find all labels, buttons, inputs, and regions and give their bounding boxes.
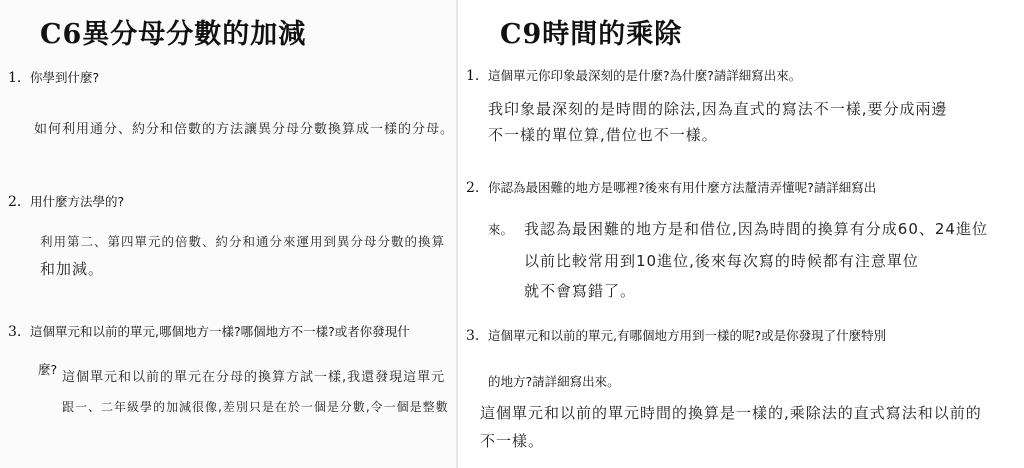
right-q3-text-line2: 的地方?請詳細寫出來。: [488, 374, 620, 389]
right-q1-answer-line2: 不一樣的單位算,借位也不一樣。: [488, 126, 718, 144]
left-q3-text: 這個單元和以前的單元,哪個地方一樣?哪個地方不一樣?或者你發現什: [30, 324, 410, 339]
right-q1-text: 這個單元你印象最深刻的是什麼?為什麼?請詳細寫出來。: [488, 68, 802, 83]
right-worksheet: [458, 0, 1024, 468]
left-q2-number: 2.: [8, 194, 22, 210]
left-q1: [8, 68, 99, 86]
left-q2-answer-line2: 和加減。: [40, 260, 105, 278]
right-q2: [466, 178, 876, 196]
right-q3: [466, 326, 886, 344]
right-q3-text: 這個單元和以前的單元,有哪個地方用到一樣的呢?或是你發現了什麼特別: [488, 328, 887, 343]
left-title: C6異分母分數的加減: [40, 19, 307, 50]
right-title: C9時間的乘除: [500, 19, 683, 50]
left-q2: [8, 192, 124, 210]
right-q2-answer-line2: 以前比較常用到10進位,後來每次寫的時候都有注意單位: [524, 252, 919, 270]
left-q3-number: 3.: [8, 324, 22, 340]
right-q2-text-line2: 來。: [488, 222, 514, 237]
left-q3-answer-line2: 跟一、二年級學的加減很像,差別只是在於一個是分數,令一個是整數: [62, 400, 449, 414]
right-q2-number: 2.: [466, 180, 480, 196]
left-q3-text-line2: 麼?: [38, 362, 58, 377]
right-q2-answer-line1: 我認為最困難的地方是和借位,因為時間的換算有分成60、24進位: [524, 220, 988, 238]
left-q2-answer-line1: 利用第二、第四單元的倍數、約分和通分來運用到異分母分數的換算: [40, 234, 446, 249]
left-q3: [8, 322, 410, 340]
right-q3-answer-line1: 這個單元和以前的單元時間的換算是一樣的,乘除法的直式寫法和以前的: [480, 404, 982, 422]
left-q1-text: 你學到什麼?: [30, 70, 100, 85]
right-q2-text: 你認為最困難的地方是哪裡?後來有用什麼方法釐清弄懂呢?請詳細寫出: [488, 180, 877, 195]
left-q1-answer-line1: 如何利用通分、約分和倍數的方法讓異分母分數換算成一樣的分母。: [34, 122, 455, 137]
right-q1: [466, 66, 801, 84]
right-q3-answer-line2: 不一樣。: [480, 432, 545, 450]
left-worksheet: [0, 0, 458, 468]
left-q3-answer-line1: 這個單元和以前的單元在分母的換算方試一樣,我還發現這單元: [62, 370, 446, 385]
left-q2-text: 用什麼方法學的?: [30, 194, 125, 209]
right-q1-answer-line1: 我印象最深刻的是時間的除法,因為直式的寫法不一樣,要分成兩邊: [488, 100, 948, 118]
left-q1-number: 1.: [8, 70, 22, 86]
right-q3-number: 3.: [466, 328, 480, 344]
right-q2-answer-line3: 就不會寫錯了。: [524, 282, 637, 300]
right-q1-number: 1.: [466, 68, 480, 84]
